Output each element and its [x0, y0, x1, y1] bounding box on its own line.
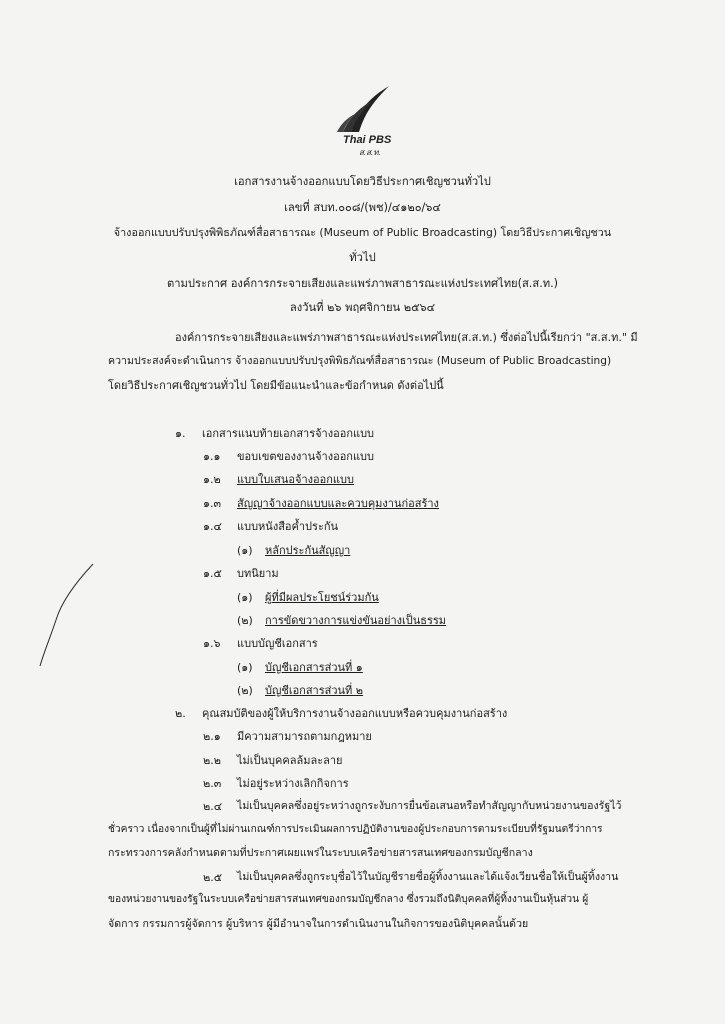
item-number: (๑) — [237, 591, 253, 604]
attachment-link[interactable]: หลักประกันสัญญา — [265, 544, 351, 557]
pen-stroke-mark — [38, 560, 98, 670]
logo-sub-text: ส.ส.ท. — [359, 148, 381, 157]
attachment-link[interactable]: แบบใบเสนอจ้างออกแบบ — [237, 473, 354, 486]
section-2-title: คุณสมบัติของผู้ให้บริการงานจ้างออกแบบหรือควบคุมงานก่อสร้าง — [202, 707, 508, 720]
item-number: ๑.๖ — [203, 637, 221, 650]
document-number: เลขที่ สบท.๐๐๘/(พช)/๔๑๒๐/๖๔ — [284, 201, 441, 214]
list-item: ไม่เป็นบุคคลล้มละลาย — [237, 754, 343, 767]
intro-line-2: ความประสงค์จะดำเนินการ จ้างออกแบบปรับปรุงพิพิธภัณฑ์สื่อสาธารณะ (Museum of Public Broadcasting) — [108, 355, 612, 367]
list-item: แบบหนังสือค้ำประกัน — [237, 520, 339, 533]
attachment-link[interactable]: บัญชีเอกสารส่วนที่ ๒ — [265, 684, 364, 697]
item-number: ๒.๑ — [203, 730, 221, 743]
intro-line-3: โดยวิธีประกาศเชิญชวนทั่วไป โดยมีข้อแนะนำและข้อกำหนด ดังต่อไปนี้ — [108, 379, 444, 392]
section-2-number: ๒. — [175, 707, 186, 720]
announcement-line: ตามประกาศ องค์การกระจายเสียงและแพร่ภาพสาธารณะแห่งประเทศไทย(ส.ส.ท.) — [166, 277, 559, 290]
thai-pbs-logo — [333, 82, 393, 157]
item-number: (๒) — [237, 614, 253, 627]
item-number: ๒.๔ — [203, 800, 223, 813]
item-number: ๑.๑ — [203, 450, 221, 463]
item-number: ๒.๒ — [203, 754, 221, 767]
para-2-5-line-2: ของหน่วยงานของรัฐในระบบเครือข่ายสารสนเทศของกรมบัญชีกลาง ซึ่งรวมถึงนิติบุคคลที่ผู้ทิ้งงานเป็นหุ้นส่วน ผู้ — [108, 894, 589, 905]
section-1-title: เอกสารแนบท้ายเอกสารจ้างออกแบบ — [202, 427, 375, 440]
item-number: (๑) — [237, 544, 253, 557]
list-item: มีความสามารถตามกฎหมาย — [237, 730, 372, 743]
list-item: ไม่เป็นบุคคลซึ่งถูกระบุชื่อไว้ในบัญชีรายชื่อผู้ทิ้งงานและได้แจ้งเวียนชื่อให้เป็นผู้ทิ้งงาน — [237, 871, 619, 883]
intro-line-1: องค์การกระจายเสียงและแพร่ภาพสาธารณะแห่งประเทศไทย(ส.ส.ท.) ซึ่งต่อไปนี้เรียกว่า "ส.ส.ท." มี — [175, 331, 638, 344]
list-item: ไม่เป็นบุคคลซึ่งอยู่ระหว่างถูกระงับการยื่นข้อเสนอหรือทำสัญญากับหน่วยงานของรัฐไว้ — [237, 800, 622, 812]
list-item: ไม่อยู่ระหว่างเลิกกิจการ — [237, 777, 349, 790]
item-number: ๑.๒ — [203, 473, 221, 486]
item-number: ๒.๓ — [203, 777, 222, 790]
item-number: ๑.๔ — [203, 520, 222, 533]
para-2-5-line-3: จัดการ กรรมการผู้จัดการ ผู้บริหาร ผู้มีอำนาจในการดำเนินงานในกิจการของนิติบุคคลนั้นด้วย — [108, 918, 529, 930]
attachment-link[interactable]: ผู้ที่มีผลประโยชน์ร่วมกัน — [265, 591, 379, 604]
item-number: (๑) — [237, 661, 253, 674]
para-2-4-line-2: ชั่วคราว เนื่องจากเป็นผู้ที่ไม่ผ่านเกณฑ์การประเมินผลการปฏิบัติงานของผู้ประกอบการตามระเบียบที่รัฐมนตรีว่าการ — [108, 824, 603, 835]
item-number: ๒.๕ — [203, 871, 223, 884]
para-2-4-line-3: กระทรวงการคลังกำหนดตามที่ประกาศเผยแพร่ในระบบเครือข่ายสารสนเทศของกรมบัญชีกลาง — [108, 847, 533, 859]
logo-brand-text: Thai PBS — [343, 134, 392, 146]
list-item: ขอบเขตของงานจ้างออกแบบ — [237, 450, 375, 463]
item-number: ๑.๕ — [203, 567, 222, 580]
list-item: บทนิยาม — [237, 567, 279, 580]
bird-wing-icon — [333, 82, 393, 138]
announcement-date: ลงวันที่ ๒๖ พฤศจิกายน ๒๕๖๔ — [289, 301, 436, 314]
list-item: แบบบัญชีเอกสาร — [237, 637, 318, 650]
document-subject-line-2: ทั่วไป — [349, 251, 376, 264]
attachment-link[interactable]: สัญญาจ้างออกแบบและควบคุมงานก่อสร้าง — [237, 497, 439, 510]
document-subject-line-1: จ้างออกแบบปรับปรุงพิพิธภัณฑ์สื่อสาธารณะ (Museum of Public Broadcasting) โดยวิธีประกาศเชิญชวน — [113, 226, 612, 239]
document-title: เอกสารงานจ้างออกแบบโดยวิธีประกาศเชิญชวนทั่วไป — [234, 175, 491, 188]
attachment-link[interactable]: บัญชีเอกสารส่วนที่ ๑ — [265, 661, 363, 674]
item-number: (๒) — [237, 684, 253, 697]
attachment-link[interactable]: การขัดขวางการแข่งขันอย่างเป็นธรรม — [265, 614, 447, 627]
item-number: ๑.๓ — [203, 497, 221, 510]
section-1-number: ๑. — [175, 427, 186, 440]
